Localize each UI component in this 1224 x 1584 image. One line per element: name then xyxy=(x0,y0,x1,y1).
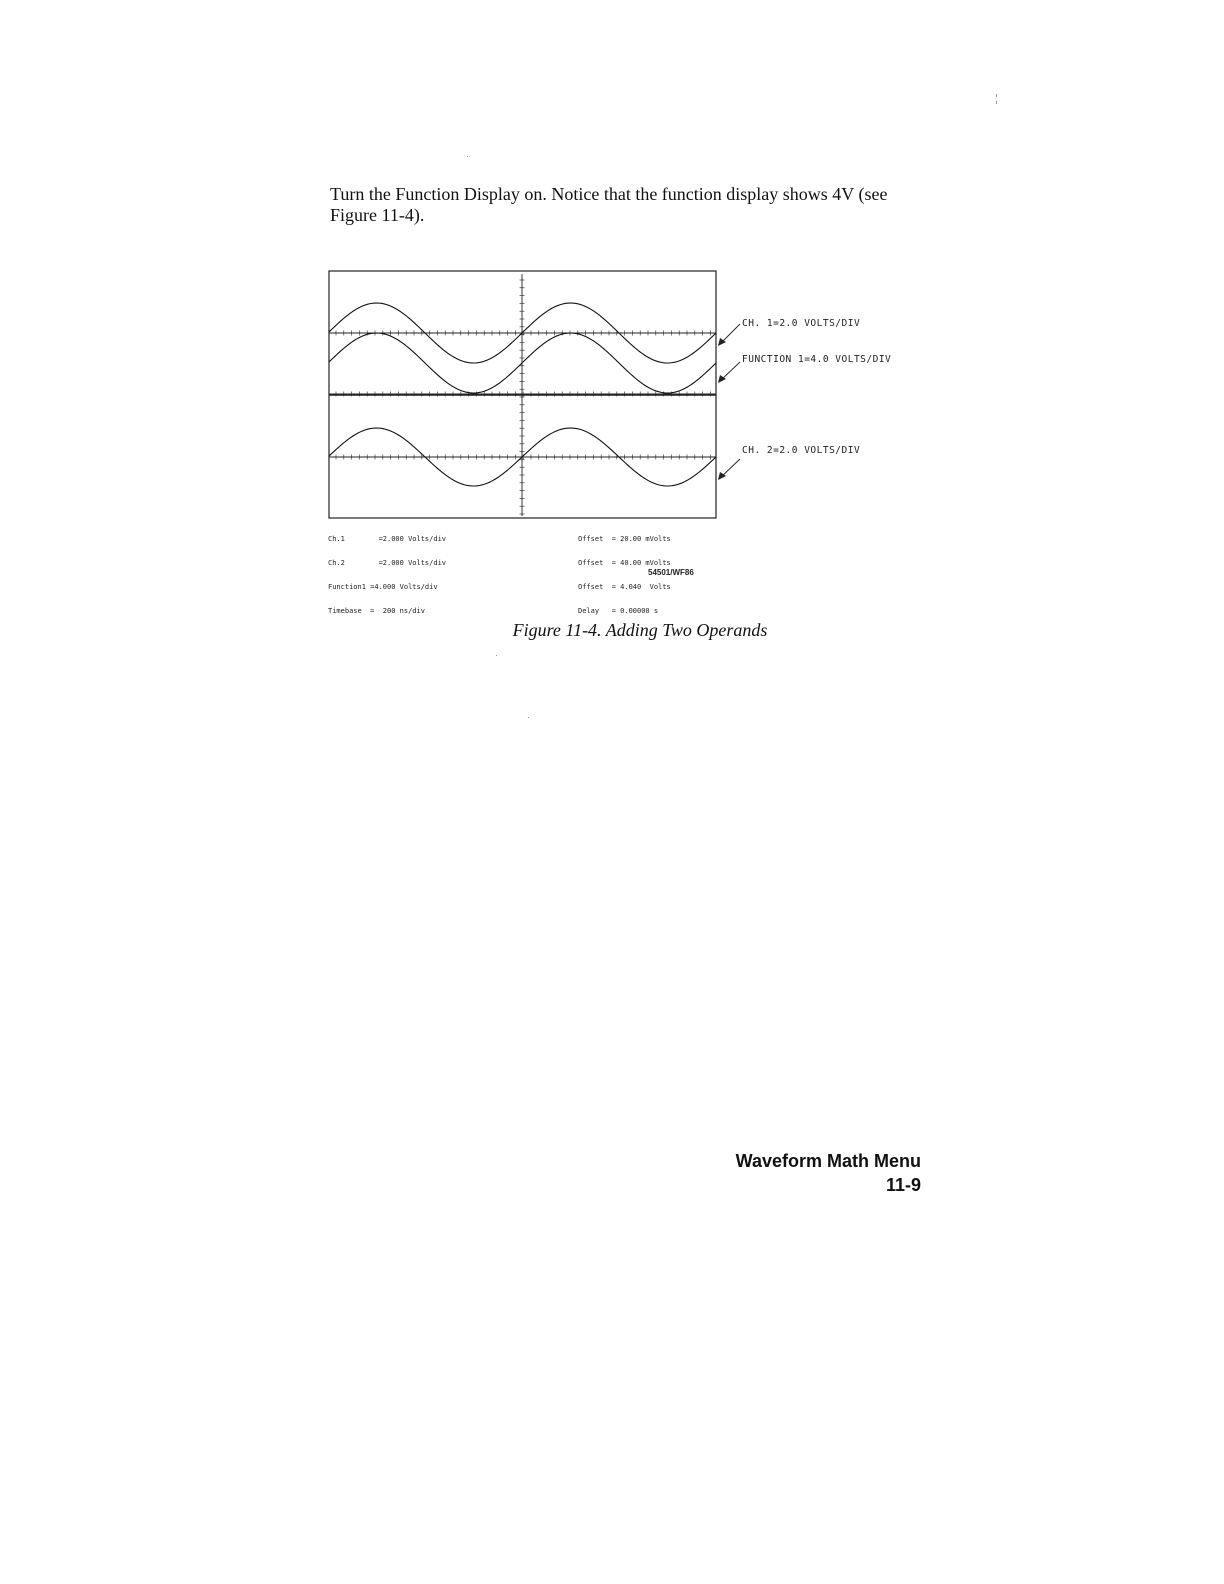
scan-speck xyxy=(996,101,997,104)
scan-speck xyxy=(496,655,497,656)
readout-function-offset: Offset = 4.040 Volts xyxy=(578,583,671,591)
readout-delay: Delay = 0.00000 s xyxy=(578,607,659,615)
readout-timebase: Timebase = 200 ns/div xyxy=(328,607,425,615)
scan-speck xyxy=(528,717,529,718)
scan-speck xyxy=(996,94,997,97)
readout-ch1-scale: Ch.1 =2.000 Volts/div xyxy=(328,535,447,543)
readout-ch1-offset: Offset = 20.00 mVolts xyxy=(578,535,671,543)
function-trace xyxy=(329,333,716,393)
page-number: 11-9 xyxy=(885,1175,921,1195)
intro-paragraph: Turn the Function Display on. Notice that the function display shows 4V (see Figure 11-4). xyxy=(330,184,888,225)
figure-id: 54501/WF86 xyxy=(648,568,694,577)
readout-function-scale: Function1 =4.000 Volts/div xyxy=(328,583,438,591)
ch1-scale-label: CH. 1=2.0 VOLTS/DIV xyxy=(742,318,861,329)
annotation-arrows xyxy=(718,324,740,480)
section-title: Waveform Math Menu xyxy=(735,1151,921,1171)
readout-ch2-scale: Ch.2 =2.000 Volts/div xyxy=(328,559,447,567)
scan-speck xyxy=(467,156,468,157)
readout-left xyxy=(328,519,446,631)
oscilloscope-figure xyxy=(328,270,948,615)
figure-caption: Figure 11-4. Adding Two Operands xyxy=(512,620,768,640)
function-scale-label: FUNCTION 1=4.0 VOLTS/DIV xyxy=(742,354,892,365)
readout-ch2-offset: Offset = 40.00 mVolts xyxy=(578,559,671,567)
ch2-scale-label: CH. 2=2.0 VOLTS/DIV xyxy=(742,445,861,456)
